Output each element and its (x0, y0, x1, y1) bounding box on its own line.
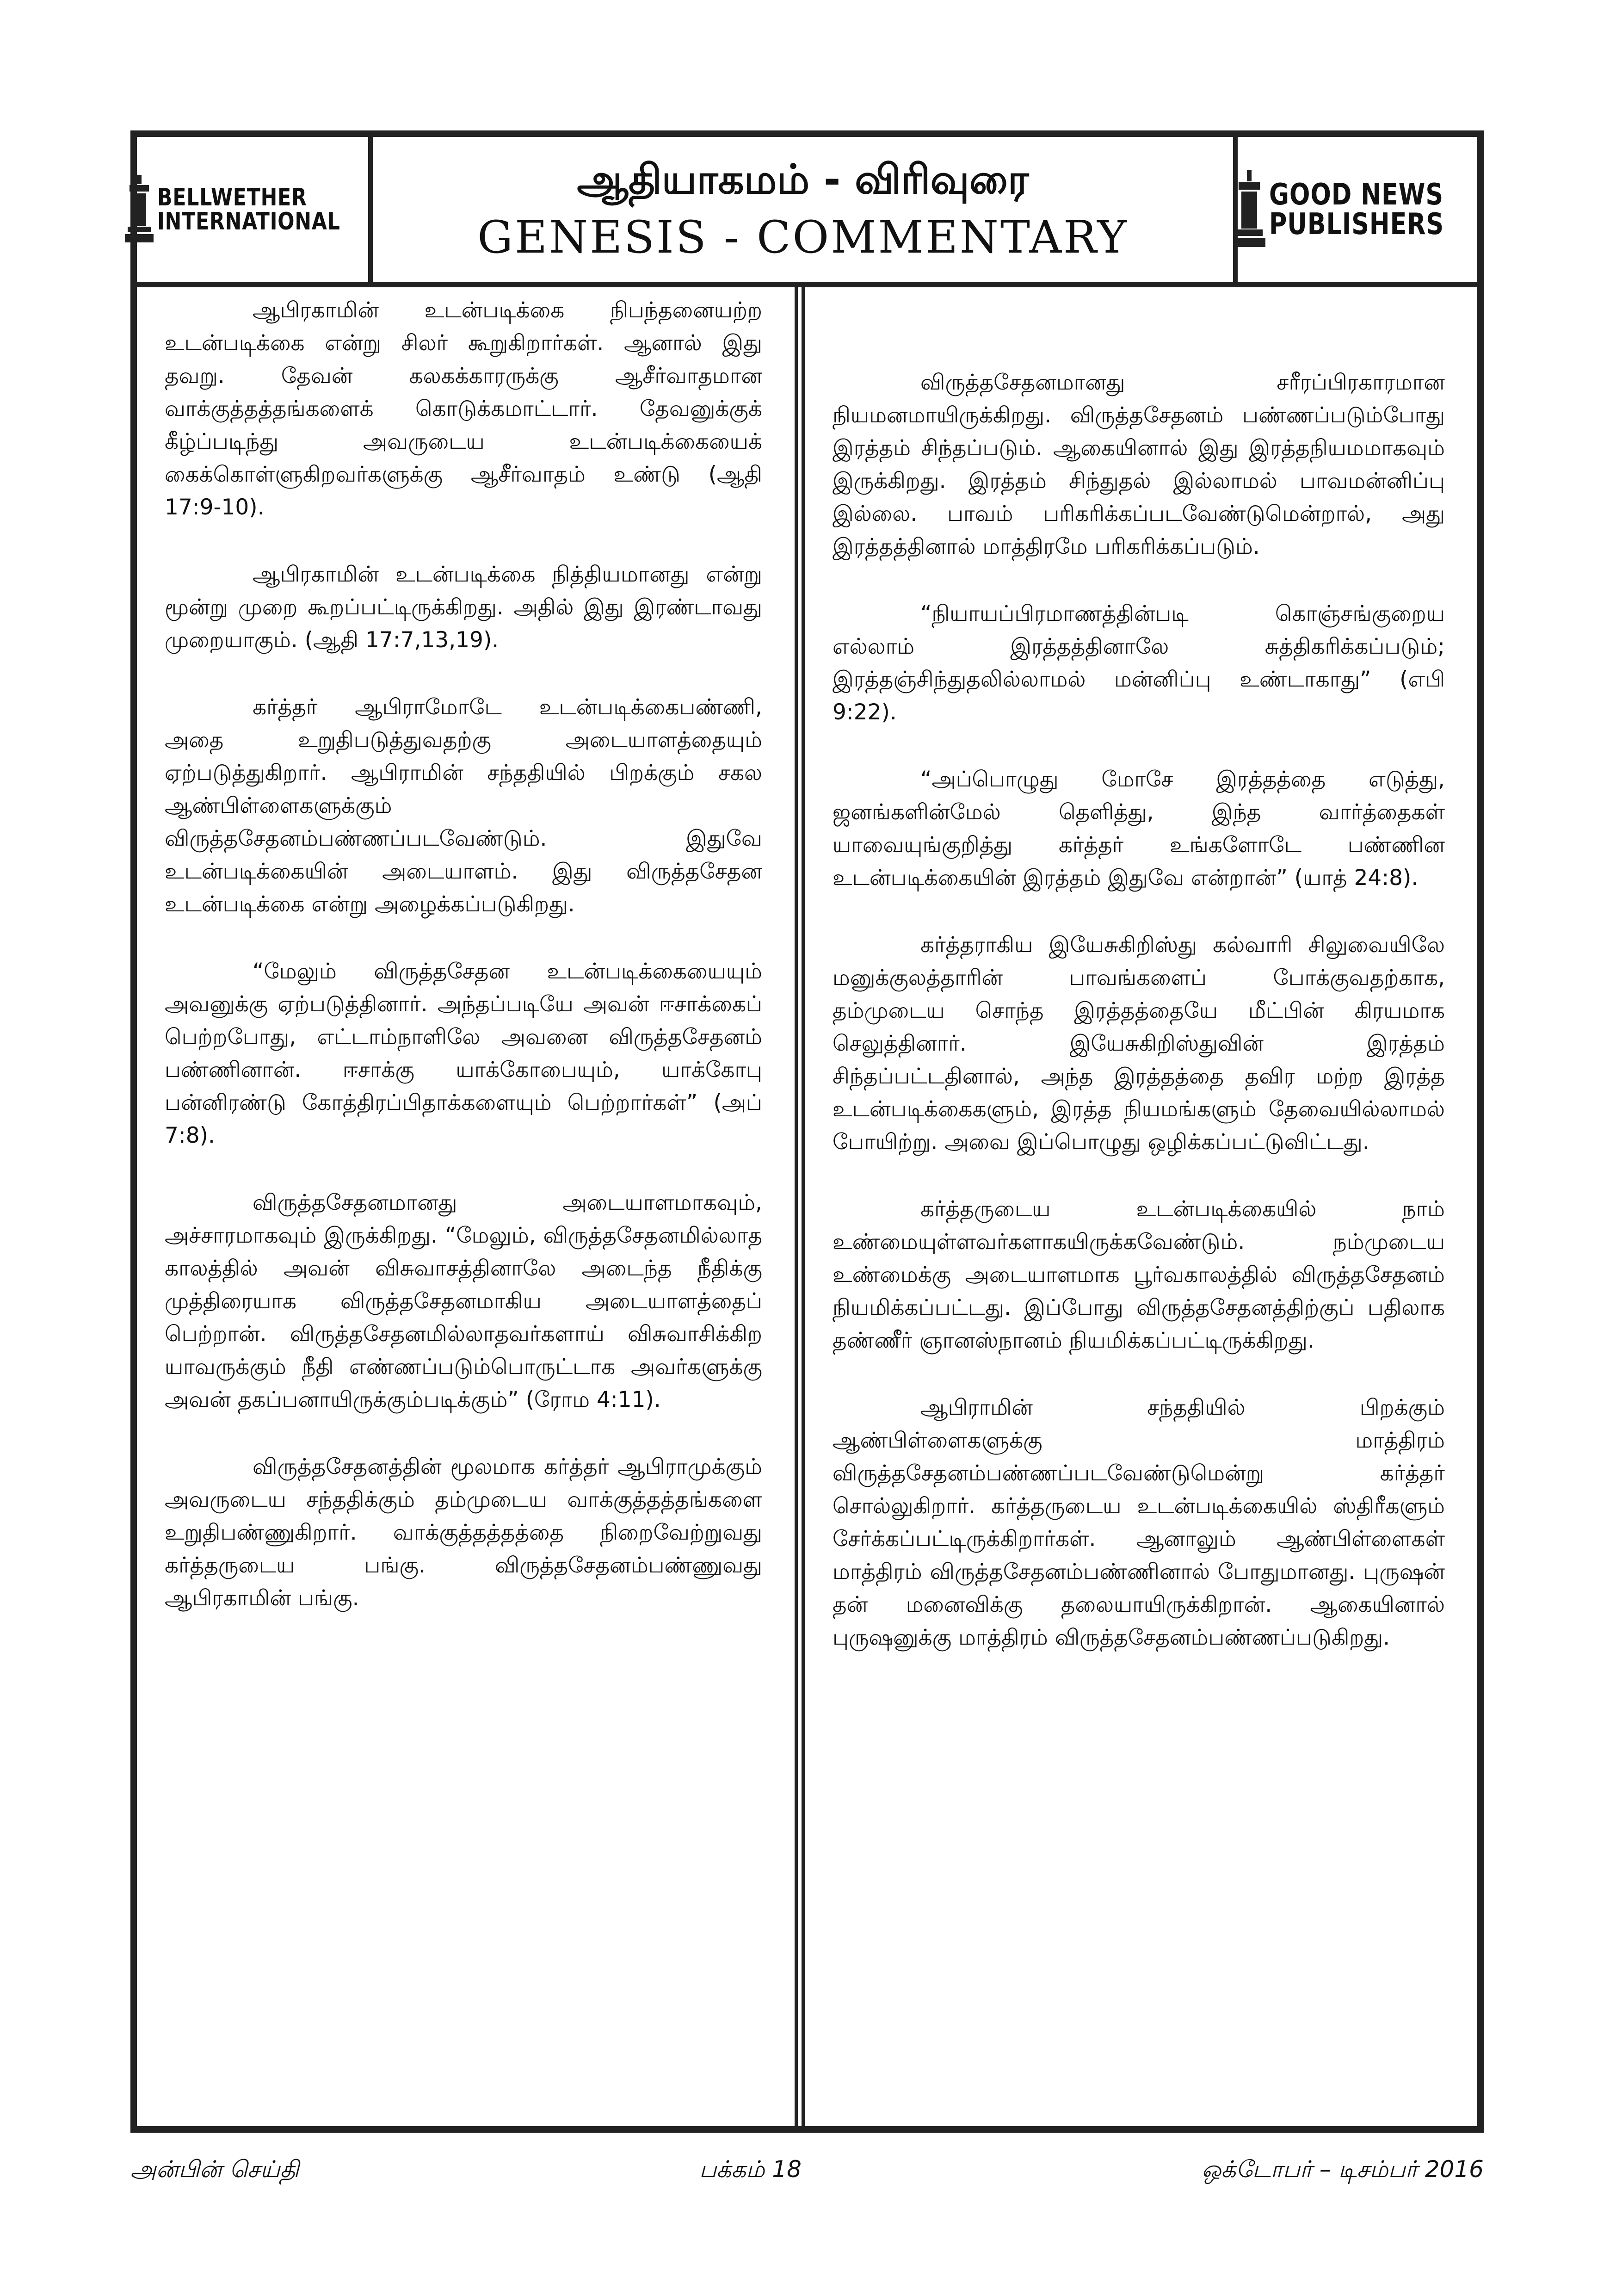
right-paragraph-1: விருத்தசேதனமானது சரீரப்பிரகாரமான நியமனமாயிருக்கிறது. விருத்தசேதனம் பண்ணப்படும்போது இரத்தம் சிந்தப்படும். ஆகையினால் இது இரத்தநியமமாகவும் இருக்கிறது. இரத்தம் சிந்துதல் இல்லாமல் பாவமன்னிப்பு இல்லை. பாவம் பரிகரிக்கப்படவேண்டுமென்றால், அது இரத்தத்தினால் மாத்திரமே பரிகரிக்கப்படும். (833, 370, 1445, 559)
footer-publication-name: அன்பின் செய்தி (130, 2156, 299, 2183)
page-frame (130, 130, 1484, 2133)
right-paragraph-6: ஆபிராமின் சந்ததியில் பிறக்கும் ஆண்பிள்ளைகளுக்கு மாத்திரம் விருத்தசேதனம்பண்ணப்படவேண்டுமென்று கர்த்தர் சொல்லுகிறார். கர்த்தருடைய உடன்படிக்கையில் ஸ்திரீகளும் சேர்க்கப்பட்டிருக்கிறார்கள். ஆனாலும் ஆண்பிள்ளைகள் மாத்திரம் விருத்தசேதனம்பண்ணினால் போதுமானது. புருஷன் தன் மனைவிக்கு தலையாயிருக்கிறான். ஆகையினால் புருஷனுக்கு மாத்திரம் விருத்தசேதனம்பண்ணப்படுகிறது. (833, 1395, 1445, 1650)
page-body (137, 287, 1477, 2126)
bellwether-logo-text (157, 183, 340, 235)
footer-page-number: பக்கம் 18 (699, 2156, 802, 2183)
good-news-logo (1233, 170, 1482, 249)
left-paragraph-5: விருத்தசேதனமானது அடையாளமாகவும், அச்சாரமாகவும் இருக்கிறது. “மேலும், விருத்தசேதனமில்லாத காலத்தில் அவன் விசுவாசத்தினாலே அடைந்த நீதிக்கு முத்திரையாக விருத்தசேதனமாகிய அடையாளத்தைப் பெற்றான். விருத்தசேதனமில்லாதவர்களாய் விசுவாசிக்கிற யாவருக்கும் நீதி எண்ணப்படும்பொருட்டாக அவர்களுக்கு அவன் தகப்பனாயிருக்கும்படிக்கும்” (ரோம 4:11). (165, 1190, 762, 1412)
left-paragraph-3: கர்த்தர் ஆபிராமோடே உடன்படிக்கைபண்ணி, அதை உறுதிபடுத்துவதற்கு அடையாளத்தையும் ஏற்படுத்துகிறார். ஆபிராமின் சந்ததியில் பிறக்கும் சகல ஆண்பிள்ளைகளுக்கும் விருத்தசேதனம்பண்ணப்படவேண்டும். இதுவே உடன்படிக்கையின் அடையாளம். இது விருத்தசேதன உடன்படிக்கை என்று அழைக்கப்படுகிறது. (165, 694, 762, 917)
right-paragraph-2: “நியாயப்பிரமாணத்தின்படி கொஞ்சங்குறைய எல்லாம் இரத்தத்தினாலே சுத்திகரிக்கப்படும்; இரத்தஞ்சிந்துதலில்லாமல் மன்னிப்பு உண்டாகாது” (எபி 9:22). (833, 601, 1445, 725)
right-paragraph-3: “அப்பொழுது மோசே இரத்தத்தை எடுத்து, ஜனங்களின்மேல் தெளித்து, இந்த வார்த்தைகள் யாவையுங்குறித்து கர்த்தர் உங்களோடே பண்ணின உடன்படிக்கையின் இரத்தம் இதுவே என்றான்” (யாத் 24:8). (833, 767, 1445, 891)
left-column (137, 287, 805, 2126)
bellwether-logo-line2: INTERNATIONAL (157, 207, 340, 235)
right-paragraph-5: கர்த்தருடைய உடன்படிக்கையில் நாம் உண்மையுள்ளவர்களாகயிருக்கவேண்டும். நம்முடைய உண்மைக்கு அடையாளமாக பூர்வகாலத்தில் விருத்தசேதனம் நியமிக்கப்பட்டது. இப்போது விருத்தசேதனத்திற்குப் பதிலாக தண்ணீர் ஞானஸ்நானம் நியமிக்கப்பட்டிருக்கிறது. (833, 1196, 1445, 1353)
bellwether-logo (125, 175, 381, 244)
page-header (137, 137, 1477, 287)
right-paragraph-4: கர்த்தராகிய இயேசுகிறிஸ்து கல்வாரி சிலுவையிலே மனுக்குலத்தாரின் பாவங்களைப் போக்குவதற்காக, தம்முடைய சொந்த இரத்தத்தையே மீட்பின் கிரயமாக செலுத்தினார். இயேசுகிறிஸ்துவின் இரத்தம் சிந்தப்பட்டதினால், அந்த இரத்தத்தை தவிர மற்ற இரத்த உடன்படிக்கைகளும், இரத்த நியமங்களும் தேவையில்லாமல் போயிற்று. அவை இப்பொழுது ஒழிக்கப்பட்டுவிட்டது. (833, 932, 1445, 1155)
good-news-logo-box (1233, 137, 1477, 282)
left-paragraph-2: ஆபிரகாமின் உடன்படிக்கை நித்தியமானது என்று மூன்று முறை கூறப்பட்டிருக்கிறது. அதில் இது இரண்டாவது முறையாகும். (ஆதி 17:7,13,19). (165, 562, 762, 653)
title-tamil: ஆதியாகமம் - விரிவுரை (577, 155, 1029, 203)
bellwether-logo-line1: BELLWETHER (157, 183, 307, 211)
bellwether-logo-box (137, 137, 373, 282)
left-paragraph-4: “மேலும் விருத்தசேதன உடன்படிக்கையையும் அவனுக்கு ஏற்படுத்தினார். அந்தப்படியே அவன் ஈசாக்கைப் பெற்றபோது, எட்டாம்நாளிலே அவனை விருத்தசேதனம் பண்ணினான். ஈசாக்கு யாக்கோபையும், யாக்கோபு பன்னிரண்டு கோத்திரப்பிதாக்களையும் பெற்றார்கள்” (அப் 7:8). (165, 959, 762, 1148)
page-footer (130, 2156, 1484, 2186)
good-news-logo-line1: GOOD NEWS (1269, 177, 1443, 212)
left-paragraph-6: விருத்தசேதனத்தின் மூலமாக கர்த்தர் ஆபிராமுக்கும் அவருடைய சந்ததிக்கும் தம்முடைய வாக்குத்தத்தங்களை உறுதிபண்ணுகிறார். வாக்குத்தத்தத்தை நிறைவேற்றுவது கர்த்தருடைய பங்கு. விருத்தசேதனம்பண்ணுவது ஆபிரகாமின் பங்கு. (165, 1454, 762, 1611)
good-news-logo-text (1269, 177, 1444, 241)
bellwether-logo-icon (125, 175, 154, 244)
good-news-logo-line2: PUBLISHERS (1269, 207, 1444, 241)
left-paragraph-1: ஆபிரகாமின் உடன்படிக்கை நிபந்தனையற்ற உடன்படிக்கை என்று சிலர் கூறுகிறார்கள். ஆனால் இது தவறு. தேவன் கலகக்காரருக்கு ஆசீர்வாதமான வாக்குத்தத்தங்களைக் கொடுக்கமாட்டார். தேவனுக்குக் கீழ்ப்படிந்து அவருடைய உடன்படிக்கையைக் கைக்கொள்ளுகிறவர்களுக்கு ஆசீர்வாதம் உண்டு (ஆதி 17:9-10). (165, 297, 762, 520)
right-column (805, 287, 1477, 2126)
footer-issue-date: ஒக்டோபர் – டிசம்பர் 2016 (1202, 2156, 1484, 2183)
good-news-logo-icon (1233, 170, 1265, 249)
title-english: GENESIS - COMMENTARY (477, 211, 1129, 263)
title-box (373, 137, 1233, 282)
